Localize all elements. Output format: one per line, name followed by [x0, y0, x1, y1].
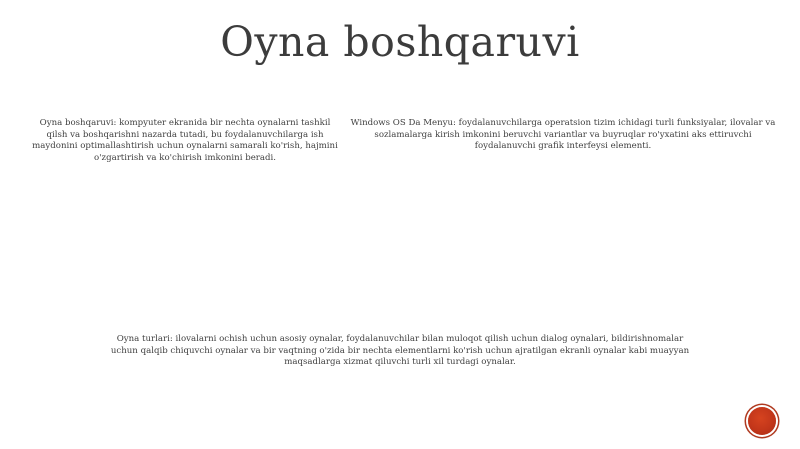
- slide-title: Oyna boshqaruvi: [220, 18, 580, 66]
- red-circle-button-icon[interactable]: [748, 407, 776, 435]
- text-block-window-management: Oyna boshqaruvi: kompyuter ekranida bir nechta oynalarni tashkil qilsh va boshqarishni nazarda tutadi, bu foydalanuvchilarga ish maydonini optimallashtirish uchun oynalarni samarali ko'rish, hajmini o'zgartirish va ko'chirish imkonini beradi.: [32, 118, 338, 163]
- text-block-window-types: Oyna turlari: ilovalarni ochish uchun asosiy oynalar, foydalanuvchilar bilan muloqot qilish uchun dialog oynalari, bildirishnomalar uchun qalqib chiquvchi oynalar va bir vaqtning o'zida bir nechta elementlarni ko'rish uchun ajratilgan ekranli oynalar kabi muayyan maqsadlarga xizmat qiluvchi turli xil turdagi oynalar.: [110, 334, 690, 368]
- text-block-windows-menu: Windows OS Da Menyu: foydalanuvchilarga operatsion tizim ichidagi turli funksiyalar, ilovalar va sozlamalarga kirish imkonini beruvchi variantlar va buyruqlar ro'yxatini aks ettiruvchi foydalanuvchi grafik interfeysi elementi.: [350, 118, 776, 152]
